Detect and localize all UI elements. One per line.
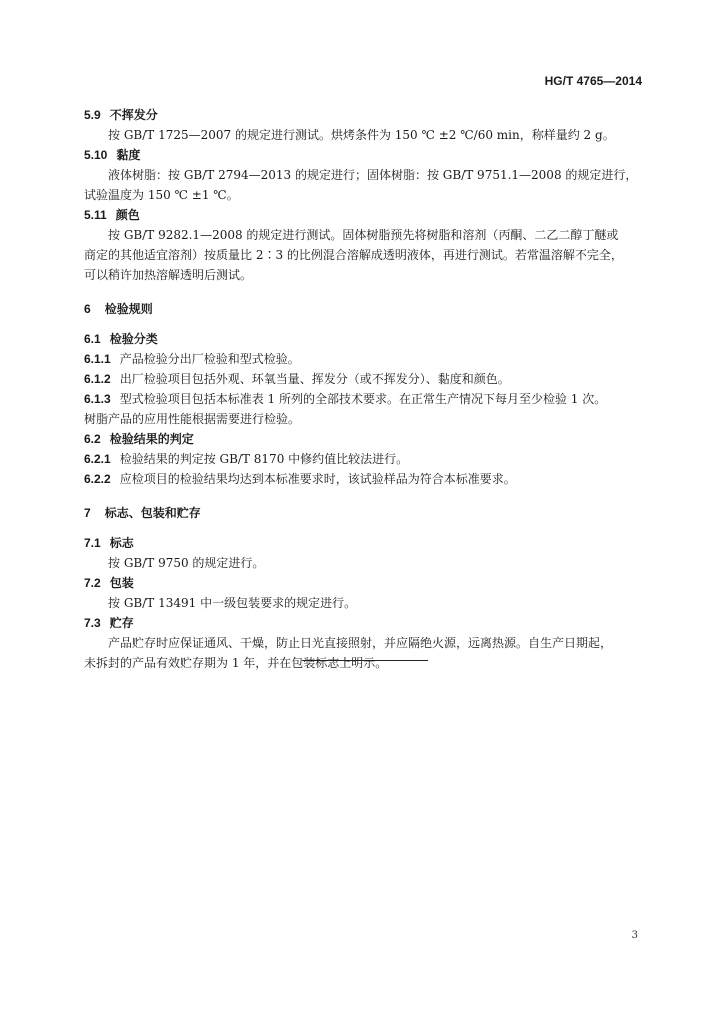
- section-title: 颜色: [115, 208, 140, 222]
- section-heading-5-11: [84, 205, 642, 225]
- chapter-heading-6: [84, 299, 642, 319]
- chapter-title: 检验规则: [104, 302, 153, 316]
- clause-number: 6.1.3: [84, 392, 111, 406]
- end-rule: [302, 660, 428, 661]
- clause-text: 出厂检验项目包括外观、环氧当量、挥发分（或不挥发分）、黏度和颜色。: [119, 372, 510, 386]
- section-title: 贮存: [109, 616, 134, 630]
- section-heading-7-3: [84, 613, 642, 633]
- section-title: 包装: [109, 576, 134, 590]
- paragraph: 产品贮存时应保证通风、干燥，防止日光直接照射，并应隔绝火源，远离热源。自生产日期起，: [108, 636, 613, 650]
- section-title: 不挥发分: [109, 108, 158, 122]
- clause-number: 6.1.2: [84, 372, 111, 386]
- section-number: 7.3: [84, 616, 101, 630]
- paragraph: 按 GB/T 13491 中一级包装要求的规定进行。: [108, 596, 357, 610]
- section-heading-6-2: [84, 429, 642, 449]
- section-number: 5.10: [84, 148, 108, 162]
- clause-text: 型式检验项目包括本标准表 1 所列的全部技术要求。在正常生产情况下每月至少检验 1 次。: [119, 392, 607, 406]
- section-title: 标志: [109, 536, 134, 550]
- clause-6-2-2: [84, 469, 642, 489]
- section-number: 5.11: [84, 208, 107, 222]
- chapter-number: 7: [84, 506, 91, 520]
- section-heading-5-9: [84, 105, 642, 125]
- paragraph: 按 GB/T 9750 的规定进行。: [108, 556, 265, 570]
- clause-text: 产品检验分出厂检验和型式检验。: [119, 352, 300, 366]
- page-number: 3: [631, 930, 638, 941]
- section-number: 6.1: [84, 332, 101, 346]
- paragraph-continuation: 试验温度为 150 ℃ ±1 ℃。: [84, 188, 239, 202]
- clause-6-1-3: [84, 389, 642, 409]
- clause-number: 6.2.2: [84, 472, 111, 486]
- clause-text: 应检项目的检验结果均达到本标准要求时，该试验样品为符合本标准要求。: [119, 472, 516, 486]
- section-heading-6-1: [84, 329, 642, 349]
- chapter-number: 6: [84, 302, 91, 316]
- clause-number: 6.2.1: [84, 452, 111, 466]
- section-title: 检验分类: [109, 332, 158, 346]
- paragraph-continuation: 树脂产品的应用性能根据需要进行检验。: [84, 412, 301, 426]
- paragraph: 液体树脂：按 GB/T 2794—2013 的规定进行；固体树脂：按 GB/T 9751.1—2008 的规定进行，: [108, 168, 638, 182]
- clause-6-1-2: [84, 369, 642, 389]
- section-heading-5-10: [84, 145, 642, 165]
- chapter-title: 标志、包装和贮存: [104, 506, 201, 520]
- paragraph: 按 GB/T 1725—2007 的规定进行测试。烘烤条件为 150 ℃ ±2 ℃/60 min，称样量约 2 g。: [108, 128, 615, 142]
- paragraph: 按 GB/T 9282.1—2008 的规定进行测试。固体树脂预先将树脂和溶剂（丙酮、二乙二醇丁醚或: [108, 228, 619, 242]
- section-number: 6.2: [84, 432, 101, 446]
- paragraph-continuation: 可以稍许加热溶解透明后测试。: [84, 268, 253, 282]
- chapter-heading-7: [84, 503, 642, 523]
- document-code: HG/T 4765—2014: [544, 74, 642, 88]
- paragraph-continuation: 未拆封的产品有效贮存期为 1 年，并在包装标志上明示。: [84, 656, 388, 670]
- section-number: 7.2: [84, 576, 101, 590]
- section-number: 7.1: [84, 536, 101, 550]
- section-title: 检验结果的判定: [109, 432, 194, 446]
- section-heading-7-1: [84, 533, 642, 553]
- section-title: 黏度: [116, 148, 141, 162]
- clause-text: 检验结果的判定按 GB/T 8170 中修约值比较法进行。: [119, 452, 409, 466]
- paragraph-continuation: 商定的其他适宜溶剂）按质量比 2∶3 的比例混合溶解成透明液体，再进行测试。若常温溶解不完全，: [84, 248, 623, 262]
- clause-number: 6.1.1: [84, 352, 111, 366]
- section-heading-7-2: [84, 573, 642, 593]
- page-content: [84, 105, 642, 673]
- clause-6-1-1: [84, 349, 642, 369]
- clause-6-2-1: [84, 449, 642, 469]
- section-number: 5.9: [84, 108, 101, 122]
